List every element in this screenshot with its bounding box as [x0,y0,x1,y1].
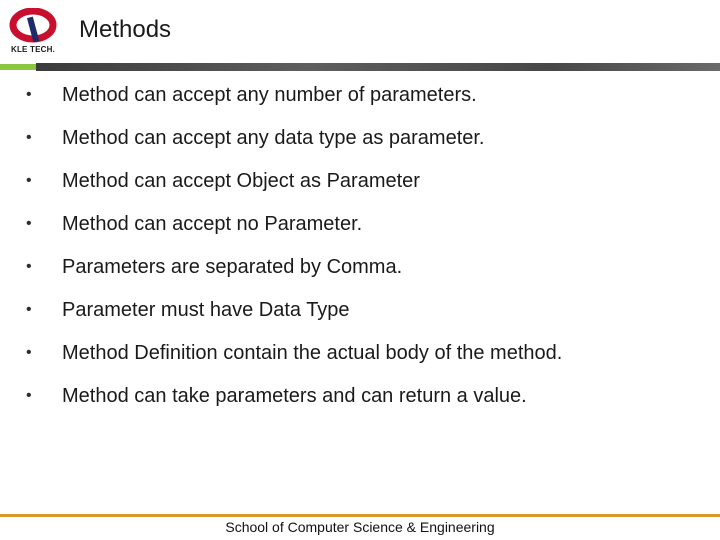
bullet-item [0,84,720,127]
bullet-text: Method can accept any data type as parameter. [62,127,485,149]
bullet-item [0,299,720,342]
bullet-text: Method can take parameters and can return a value. [62,385,527,407]
title-underline-bar [36,63,720,71]
bullet-dot-icon: • [26,215,32,232]
bullet-dot-icon: • [26,258,32,275]
kle-logo-mark-icon [8,8,58,44]
bullet-dot-icon: • [26,344,32,361]
slide-title: Methods [79,16,172,43]
bullet-list [0,84,720,428]
bullet-item [0,342,720,385]
kle-tech-logo [8,8,58,58]
bullet-dot-icon: • [26,387,32,404]
bullet-text: Method can accept any number of parameters. [62,84,477,106]
bullet-text: Parameter must have Data Type [62,299,350,321]
bullet-item [0,385,720,428]
title-underline-accent [0,64,36,70]
bullet-text: Method can accept no Parameter. [62,213,363,235]
bullet-dot-icon: • [26,86,32,103]
footer-divider [0,514,720,517]
logo-caption: KLE TECH. [10,45,56,54]
bullet-dot-icon: • [26,172,32,189]
bullet-item [0,213,720,256]
bullet-dot-icon: • [26,129,32,146]
bullet-item [0,256,720,299]
bullet-text: Parameters are separated by Comma. [62,256,403,278]
bullet-dot-icon: • [26,301,32,318]
bullet-text: Method can accept Object as Parameter [62,170,420,192]
bullet-item [0,127,720,170]
bullet-item [0,170,720,213]
title-underline [0,62,720,72]
bullet-text: Method Definition contain the actual body of the method. [62,342,563,364]
footer-text: School of Computer Science & Engineering [225,519,495,535]
